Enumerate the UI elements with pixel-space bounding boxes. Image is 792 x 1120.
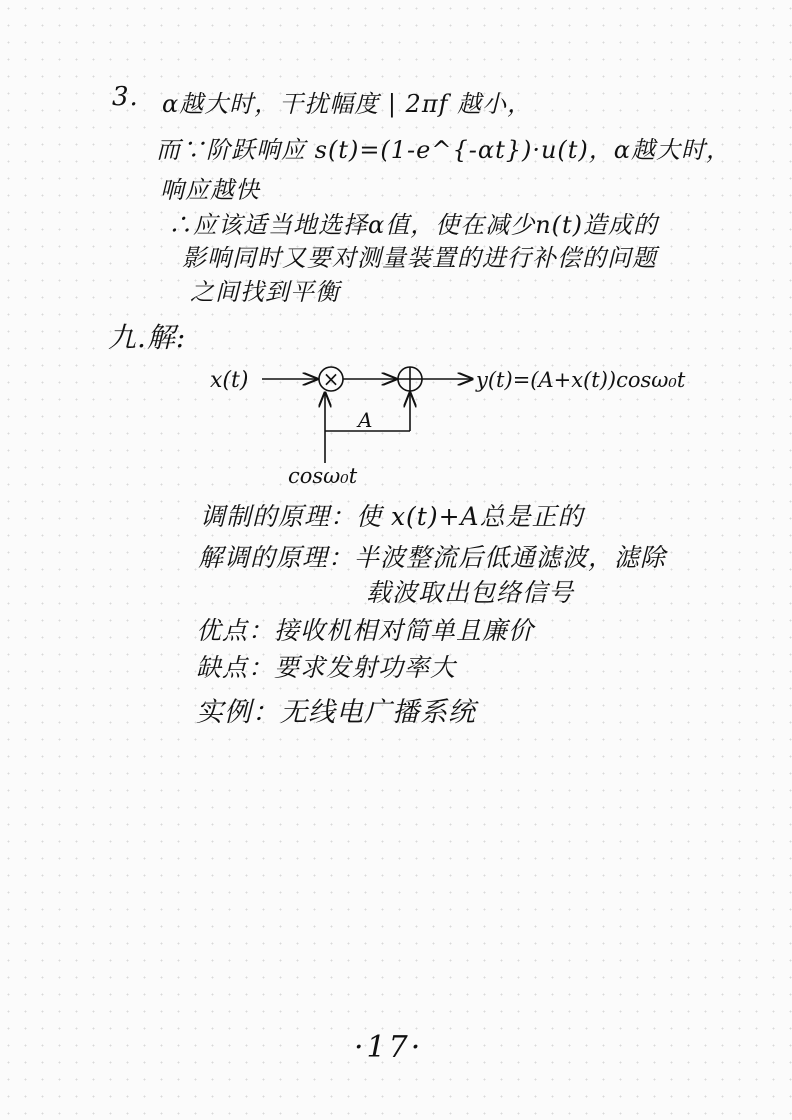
answer-3-line-5: 影响同时又要对测量装置的进行补偿的问题 — [182, 244, 657, 272]
modulation-block-diagram — [200, 355, 720, 490]
answer-3-line-1: α越大时，干扰幅度 | 2πf 越小， — [162, 90, 533, 118]
disadvantages: 缺点：要求发射功率大 — [196, 653, 457, 682]
multiplier-symbol: × — [322, 367, 340, 391]
answer-3-line-2: 而∵阶跃响应 s(t)=(1-e^{-αt})·u(t)，α越大时， — [156, 136, 732, 164]
page-number: ·17· — [354, 1030, 424, 1065]
advantages: 优点：接收机相对简单且廉价 — [196, 616, 535, 645]
diagram-output-equation: y(t)=(A+x(t))cosω₀t — [476, 368, 686, 392]
adder-node — [398, 367, 422, 391]
problem-number-3: 3. — [112, 82, 139, 112]
answer-3-line-6: 之间找到平衡 — [190, 278, 340, 306]
answer-3-line-4: ∴应该适当地选择α值，使在减少n(t)造成的 — [168, 211, 659, 239]
demodulation-principle: 解调的原理：半波整流后低通滤波，滤除 — [198, 543, 667, 572]
multiplier-node — [319, 367, 343, 391]
problem-9-heading: 九.解: — [108, 321, 187, 354]
example: 实例：无线电广播系统 — [196, 697, 476, 728]
carrier-label: cosω₀t — [288, 464, 358, 488]
constant-label: A — [358, 408, 373, 432]
modulation-principle: 调制的原理：使 x(t)+A总是正的 — [200, 502, 584, 531]
answer-3-line-3: 响应越快 — [160, 176, 260, 204]
demodulation-principle-cont: 载波取出包络信号 — [366, 578, 575, 607]
diagram-input-label: x(t) — [210, 368, 249, 393]
